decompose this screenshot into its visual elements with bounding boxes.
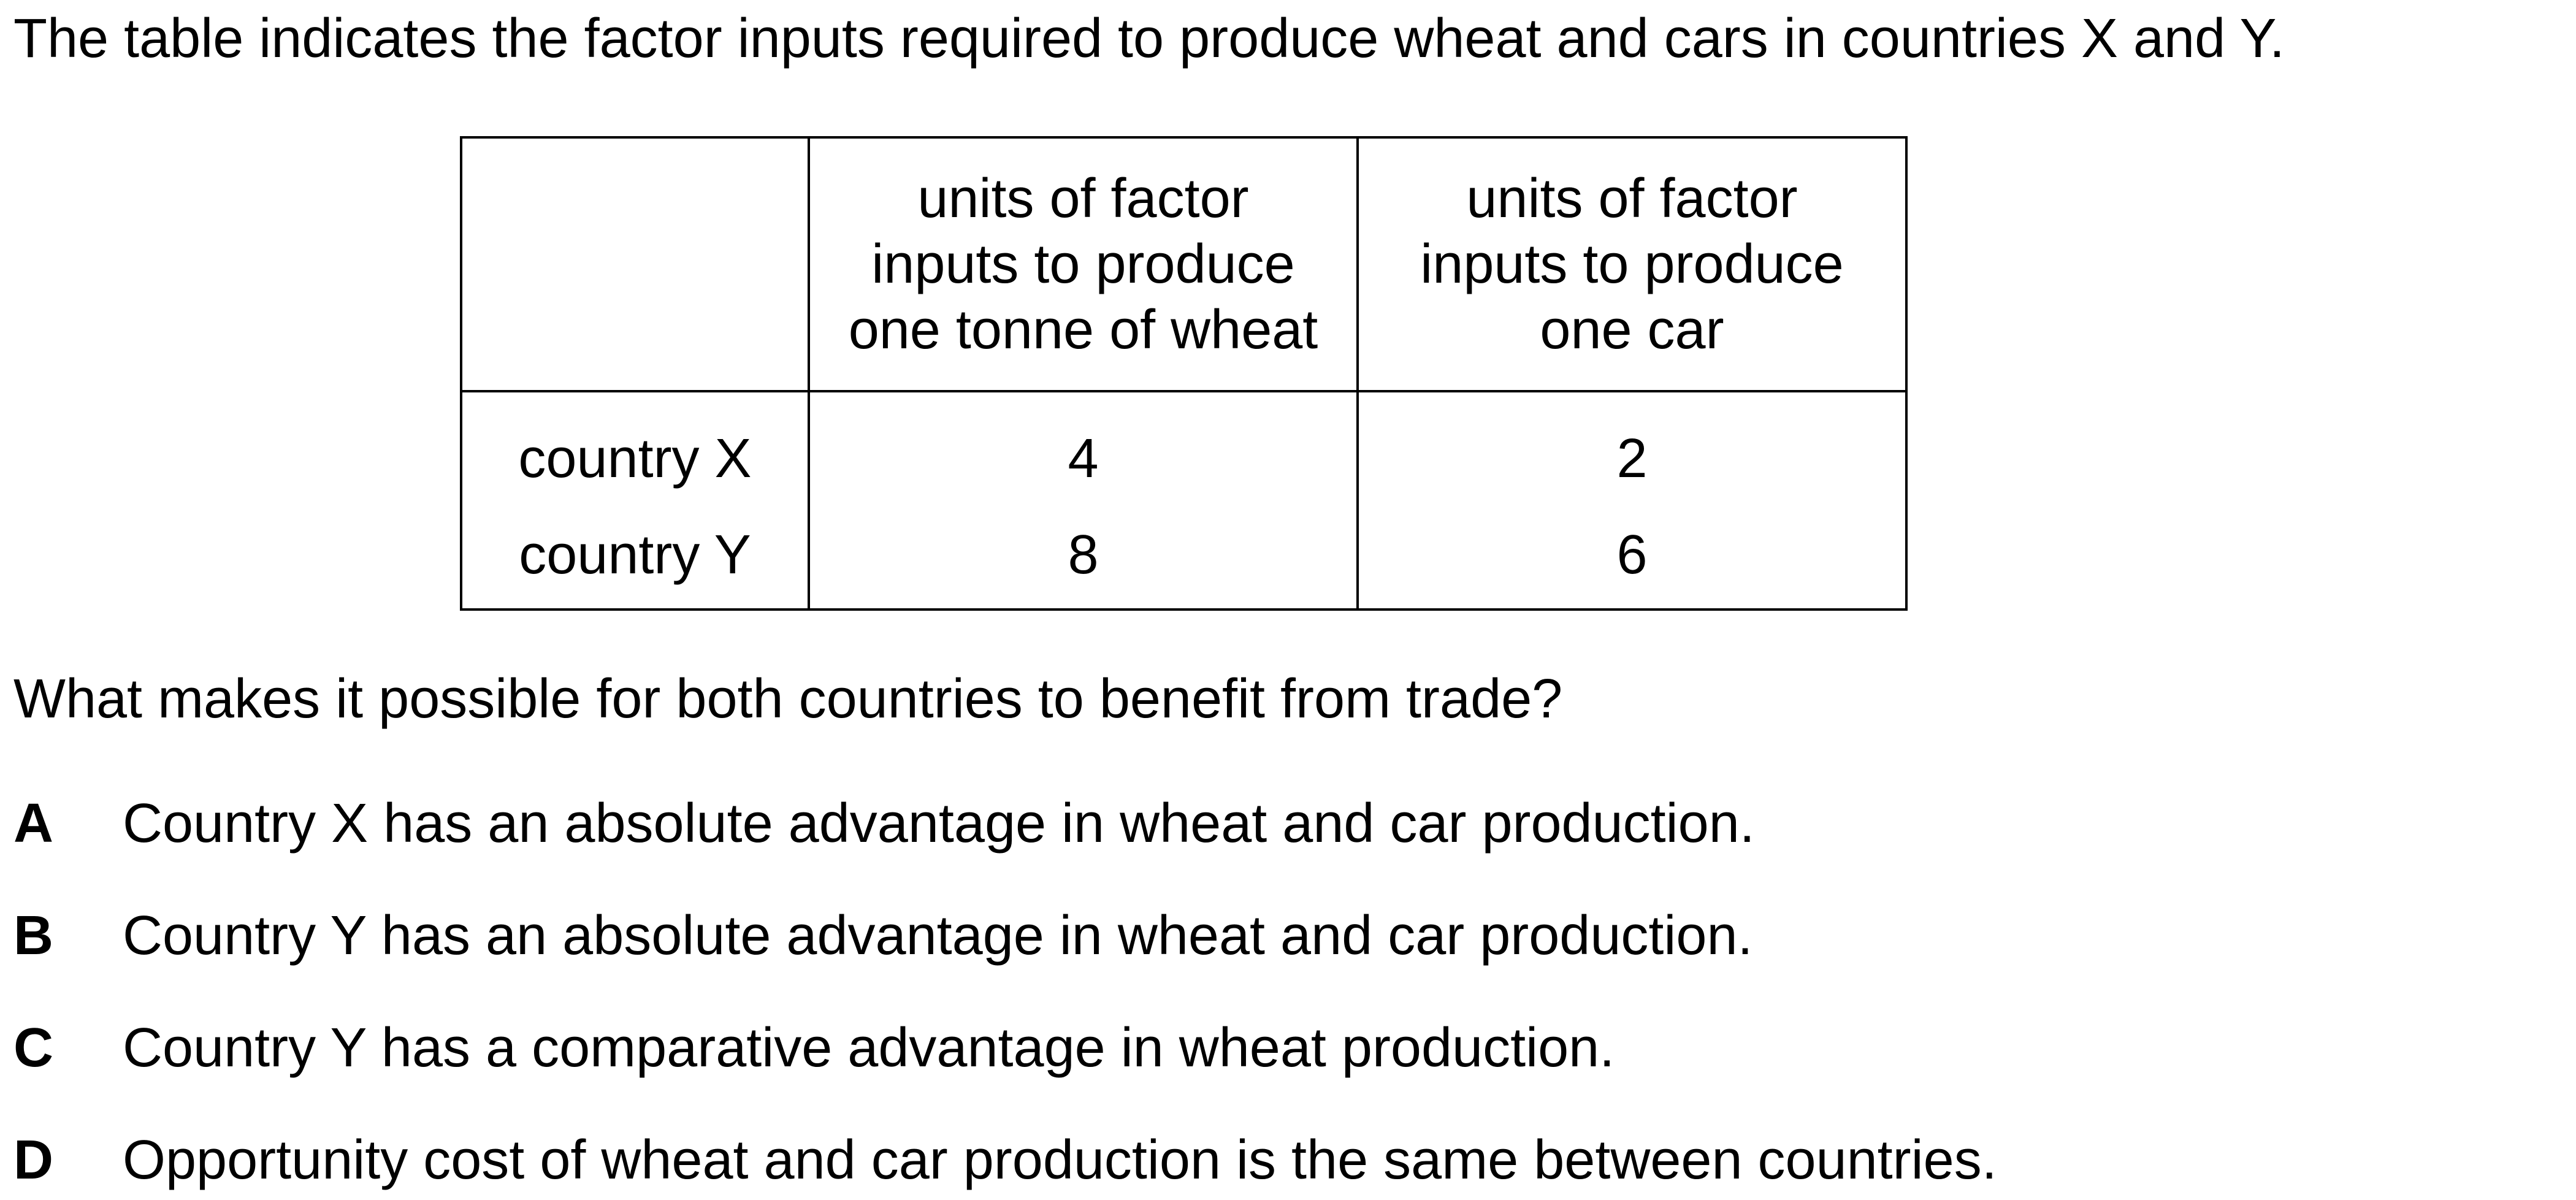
- option-letter: D: [13, 1129, 53, 1191]
- row-label: country Y: [461, 522, 809, 610]
- row-label: country X: [461, 391, 809, 522]
- option-letter: C: [13, 1017, 53, 1079]
- header-car: [1358, 137, 1906, 391]
- option-text: Country Y has a comparative advantage in wheat production.: [123, 1017, 1615, 1079]
- header-wheat-line: inputs to produce: [871, 233, 1295, 295]
- table-row: [461, 522, 1906, 610]
- option-letter: A: [13, 793, 53, 854]
- header-car-line: one car: [1540, 299, 1724, 361]
- intro-text: The table indicates the factor inputs required to produce wheat and cars in countries X and Y.: [13, 8, 2285, 69]
- wheat-value: 4: [809, 391, 1358, 522]
- wheat-value: 8: [809, 522, 1358, 610]
- option-text: Country X has an absolute advantage in wheat and car production.: [123, 793, 1755, 854]
- question-text: What makes it possible for both countries to benefit from trade?: [13, 668, 1563, 730]
- option-text: Country Y has an absolute advantage in wheat and car production.: [123, 905, 1753, 966]
- answer-option-a[interactable]: [13, 793, 1755, 854]
- option-text: Opportunity cost of wheat and car production is the same between countries.: [123, 1129, 1997, 1191]
- factor-inputs-table: [460, 136, 1908, 611]
- header-car-line: inputs to produce: [1420, 233, 1844, 295]
- car-value: 6: [1358, 522, 1906, 610]
- table-header-row: [461, 137, 1906, 391]
- option-letter: B: [13, 905, 53, 966]
- answer-option-d[interactable]: [13, 1129, 1997, 1191]
- answer-option-b[interactable]: [13, 905, 1753, 966]
- header-wheat-line: units of factor: [917, 167, 1249, 229]
- car-value: 2: [1358, 391, 1906, 522]
- answer-option-c[interactable]: [13, 1017, 1615, 1079]
- header-wheat-line: one tonne of wheat: [848, 299, 1318, 361]
- header-wheat: [809, 137, 1358, 391]
- table-corner-cell: [461, 137, 809, 391]
- header-car-line: units of factor: [1466, 167, 1798, 229]
- table-row: [461, 391, 1906, 522]
